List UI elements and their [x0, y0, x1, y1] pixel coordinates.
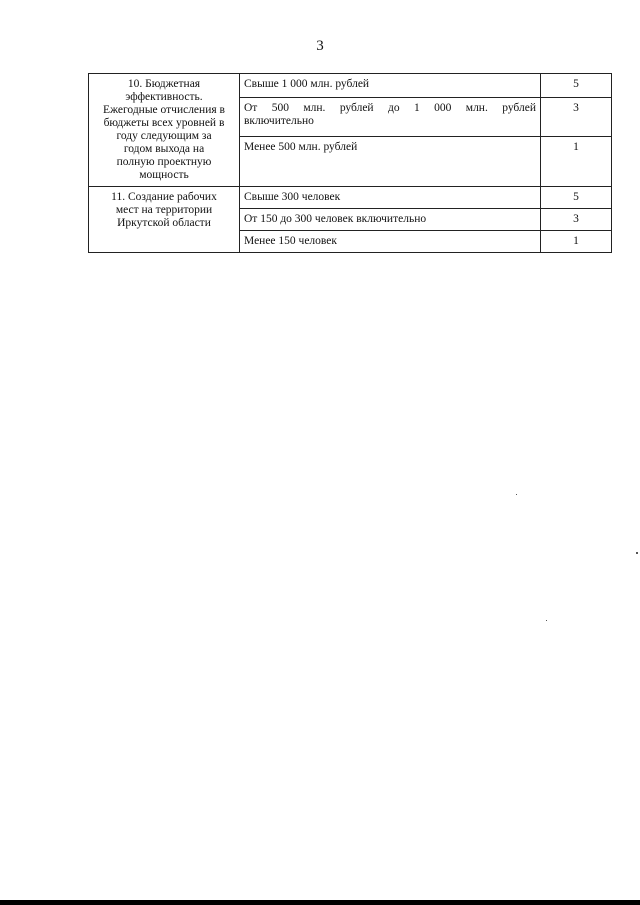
- criterion-cell: [89, 187, 240, 253]
- criterion-cell: [89, 74, 240, 187]
- condition-cell: [240, 98, 541, 136]
- condition-cell: От 150 до 300 человек включительно: [240, 209, 541, 231]
- condition-cell: Свыше 300 человек: [240, 187, 541, 209]
- table-row: [89, 74, 612, 98]
- condition-cell: Менее 500 млн. рублей: [240, 136, 541, 186]
- criteria-table: [88, 73, 612, 253]
- criterion-line: мощность: [139, 169, 189, 181]
- scan-speck: [516, 494, 517, 495]
- criterion-line: 11. Создание рабочих: [111, 191, 217, 203]
- points-cell: 1: [541, 136, 612, 186]
- criterion-line: году следующим за: [116, 130, 212, 142]
- criterion-line: годом выхода на: [123, 143, 205, 155]
- criterion-line: мест на территории: [115, 204, 213, 216]
- condition-cell: Менее 150 человек: [240, 231, 541, 253]
- criterion-line: полную проектную: [116, 156, 212, 168]
- scan-speck: [546, 620, 547, 621]
- table-row: [89, 187, 612, 209]
- criterion-line: Ежегодные отчисления в: [103, 104, 225, 116]
- condition-line: включительно: [244, 115, 314, 128]
- condition-line: От 500 млн. рублей до 1 000 млн. рублей: [244, 102, 536, 115]
- page-number: 3: [316, 38, 324, 54]
- criterion-line: 10. Бюджетная: [127, 78, 201, 90]
- condition-cell: Свыше 1 000 млн. рублей: [240, 74, 541, 98]
- points-cell: 3: [541, 98, 612, 136]
- scan-speck: [636, 552, 638, 554]
- criterion-line: Иркутской области: [117, 217, 211, 229]
- points-cell: 5: [541, 74, 612, 98]
- points-cell: 5: [541, 187, 612, 209]
- criterion-line: бюджеты всех уровней в: [103, 117, 225, 129]
- points-cell: 3: [541, 209, 612, 231]
- points-cell: 1: [541, 231, 612, 253]
- criterion-line: эффективность.: [125, 91, 203, 103]
- scan-edge-bar: [0, 900, 640, 905]
